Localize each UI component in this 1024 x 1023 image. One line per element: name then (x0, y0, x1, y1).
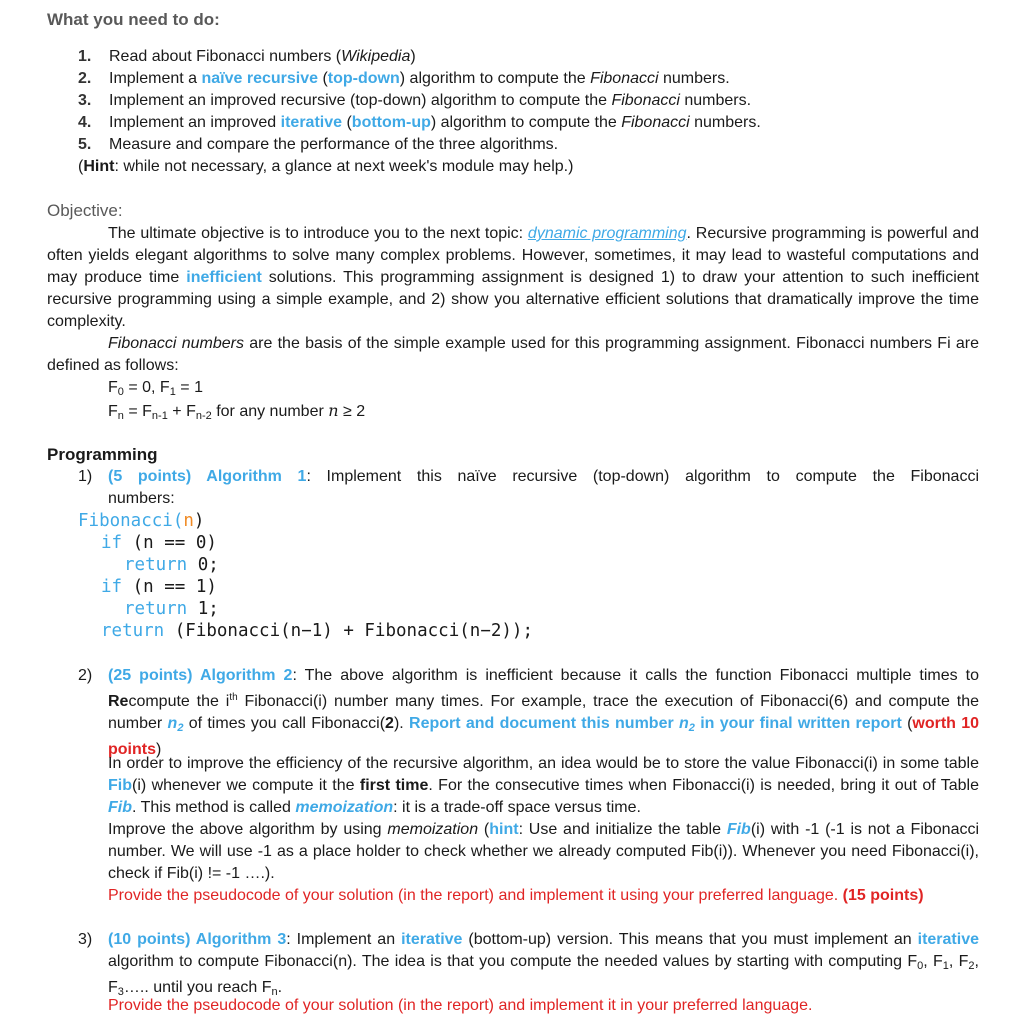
item-2-text: In order to improve the efficiency of the recursive algorithm, an idea would be to store the value Fibonacci(i) in some table (108, 755, 979, 772)
step-item (78, 90, 761, 112)
code-line (78, 576, 533, 598)
hint-paren: ( (78, 158, 84, 175)
iterative-highlight: iterative (917, 931, 979, 948)
item-1-number: 1) (78, 468, 93, 485)
item-3-requirement: Provide the pseudocode of your solution (in the report) and implement it in your preferred language. (108, 997, 813, 1014)
code-arg: n (183, 511, 194, 531)
step-text: ) algorithm to compute the (430, 114, 622, 131)
formula-text: F (108, 403, 118, 420)
formula-text: = 1 (175, 379, 203, 396)
formula-text: = 0, F (123, 379, 170, 396)
item-2-paragraph-1 (108, 665, 979, 761)
iterative-highlight: iterative (280, 114, 343, 131)
objective-text: solutions. This programming assignment is designed 1) to draw your attention to such inefficient recursive programming using a simple example, and 2) show you alternative efficient solutions that dramatically improve the time complexity. (47, 269, 980, 330)
item-2-text: : it is a trade-off space versus time. (393, 799, 641, 816)
n2-subscript: 2 (688, 722, 695, 734)
objective-text: . Recursive programming is powerful and often yields elegant algorithms to solve many complex problems. However, sometimes, it may lead to wasteful computations and may produce time (47, 225, 980, 286)
report-highlight: Report and document this number (409, 715, 679, 732)
programming-heading: Programming (47, 445, 158, 464)
formula-recurrence (108, 400, 365, 427)
formula-subscript: n-2 (195, 410, 212, 422)
code-line (78, 532, 533, 554)
code-line (78, 510, 533, 532)
item-2-text: of times you call Fibonacci( (183, 715, 386, 732)
objective-text: The ultimate objective is to introduce you to the next topic: (108, 225, 528, 242)
n2-variable: n (679, 715, 689, 732)
code-keyword: if (101, 533, 123, 553)
step-number: 3. (78, 92, 92, 109)
step-number: 4. (78, 114, 92, 131)
item-3-text: (bottom-up) version. This means that you must implement an (462, 931, 918, 948)
formula-variable: n (328, 401, 339, 420)
item-3-text: , F (948, 953, 969, 970)
ordinal-superscript: th (229, 692, 238, 703)
bottom-up-highlight: bottom-up (351, 114, 431, 131)
item-3-text: . (277, 979, 283, 996)
subscript: 2 (968, 960, 975, 972)
first-time-bold: first time (359, 777, 429, 794)
item-1-line-1 (108, 466, 979, 488)
item-2-text: (i) with -1 (-1 is not a Fibonacci number. We will use -1 as a place holder to check whether we already computed Fib(i)). Whenever you need Fibonacci(i), check if Fib(i) != -1 ….). (108, 821, 980, 882)
step-text: numbers. (679, 92, 752, 109)
code-text: ) (193, 511, 205, 531)
item-3-number: 3) (78, 931, 93, 948)
inefficient-highlight: inefficient (186, 269, 262, 286)
code-keyword: return (124, 599, 188, 619)
steps-list (78, 46, 761, 156)
step-text: Implement a (109, 70, 202, 87)
step-text: ) (410, 48, 416, 65)
memoization-italic: memoization (387, 821, 479, 838)
n2-variable: n (167, 715, 178, 732)
item-2-paragraph-2 (108, 753, 979, 819)
step-text: Read about Fibonacci numbers ( (109, 48, 342, 65)
item-3-text: : Implement an (286, 931, 402, 948)
item-2-points: (25 points) Algorithm 2 (108, 667, 293, 684)
formula-text: + F (167, 403, 196, 420)
fib-table-highlight: Fib (726, 821, 751, 838)
item-2-text: . For the consecutive times when Fibonacci(i) is needed, bring it out of Table (428, 777, 979, 794)
formula-text: = F (123, 403, 152, 420)
code-line (78, 620, 533, 642)
item-2-text: ) (156, 741, 162, 758)
item-3-points: (10 points) Algorithm 3 (108, 931, 287, 948)
item-2-paragraph-3 (108, 819, 979, 885)
step-text: numbers. (658, 70, 730, 87)
formula-text: for any number (211, 403, 329, 420)
subscript: 1 (942, 960, 949, 972)
item-2-text: (i) whenever we compute it the (132, 777, 360, 794)
item-2-text: : Use and initialize the table (518, 821, 727, 838)
step-text: Measure and compare the performance of the three algorithms. (109, 136, 559, 153)
hint-highlight: hint (489, 821, 519, 838)
step-text: numbers. (689, 114, 761, 131)
hint-label: Hint (83, 158, 115, 175)
subscript: 3 (117, 986, 124, 998)
code-text: 0; (187, 555, 219, 575)
worth-points-red: worth 10 points (108, 715, 980, 758)
what-to-do-heading: What you need to do: (47, 10, 220, 29)
step-item (78, 68, 761, 90)
fibonacci-italic: Fibonacci (621, 114, 690, 131)
code-keyword: return (124, 555, 188, 575)
code-text: (n == 1) (122, 577, 217, 597)
requirement-red: Provide the pseudocode of your solution (in the report) and implement it using your preferred language. (108, 887, 843, 904)
hint-line (78, 156, 573, 178)
item-3-text: , F (923, 953, 943, 970)
step-number: 2. (78, 70, 92, 87)
fibonacci-italic: Fibonacci (611, 92, 680, 109)
step-text: ( (342, 114, 352, 131)
item-2-text: ( (478, 821, 490, 838)
subscript: 0 (917, 960, 924, 972)
item-3-paragraph (108, 929, 979, 1003)
hint-text: : while not necessary, a glance at next week's module may help.) (114, 158, 574, 175)
item-1-line-2: numbers: (108, 490, 175, 507)
code-keyword: return (101, 621, 165, 641)
item-2-text: . This method is called (132, 799, 296, 816)
points-red: (15 points) (842, 887, 924, 904)
fibonacci-italic: Fibonacci (590, 70, 659, 87)
item-3-text: ….. until you reach F (123, 979, 272, 996)
formula-subscript: n-1 (151, 410, 168, 422)
naive-recursive-highlight: naïve recursive (201, 70, 319, 87)
item-3-text: , F (108, 953, 979, 996)
objective-text: are the basis of the simple example used for this programming assignment. Fibonacci numbers Fi are defined as follows: (47, 335, 980, 374)
formula-text: ≥ 2 (338, 403, 366, 420)
objective-paragraph-1 (47, 223, 979, 333)
objective-heading: Objective: (47, 201, 123, 220)
step-text: ( (318, 70, 328, 87)
top-down-highlight: top-down (327, 70, 400, 87)
step-text: Implement an improved (109, 114, 281, 131)
step-number: 5. (78, 136, 92, 153)
item-2-text: Fibonacci(i) number many times. For example, trace the execution of Fibonacci(6) and compute the number (108, 693, 979, 732)
formula-subscript: n (117, 410, 124, 422)
formula-subscript: 1 (169, 386, 176, 398)
objective-paragraph-2 (47, 333, 979, 377)
item-3-text: algorithm to compute Fibonacci(n). The idea is that you compute the needed values by starting with computing F (108, 953, 918, 970)
item-1-text: : Implement this naïve recursive (top-down) algorithm to compute the Fibonacci (306, 468, 980, 485)
report-highlight: in your final written report (694, 715, 902, 732)
item-2-text: : The above algorithm is inefficient because it calls the function Fibonacci multiple times to (292, 667, 979, 684)
code-line (78, 554, 533, 576)
step-item (78, 134, 761, 156)
iterative-highlight: iterative (401, 931, 463, 948)
fibonacci-numbers-italic: Fibonacci numbers (108, 335, 244, 352)
item-2-text: ( (901, 715, 913, 732)
step-item (78, 46, 761, 68)
code-text: (n == 0) (122, 533, 217, 553)
step-item (78, 112, 761, 134)
code-keyword: if (101, 577, 123, 597)
formula-text: F (108, 379, 118, 396)
dynamic-programming-link[interactable]: dynamic programming (527, 225, 687, 242)
fib-table-highlight: Fib (108, 777, 132, 794)
two-bold: 2 (385, 715, 394, 732)
item-2-requirement (108, 885, 979, 907)
step-number: 1. (78, 48, 92, 65)
item-2-text: compute the i (128, 693, 230, 710)
item-2-number: 2) (78, 667, 93, 684)
item-1-points: (5 points) Algorithm 1 (108, 468, 307, 485)
memoization-highlight: memoization (295, 799, 394, 816)
wikipedia-text: Wikipedia (341, 48, 411, 65)
n2-subscript: 2 (177, 722, 184, 734)
item-2-text: ). (393, 715, 410, 732)
code-block (78, 510, 533, 642)
fib-table-highlight: Fib (108, 799, 132, 816)
step-text: ) algorithm to compute the (399, 70, 591, 87)
code-text: 1; (187, 599, 219, 619)
subscript: n (271, 986, 278, 998)
code-line (78, 598, 533, 620)
item-2-text: Improve the above algorithm by using (108, 821, 388, 838)
code-text: (Fibonacci(n−1) + Fibonacci(n−2)); (164, 621, 533, 641)
code-function-name: Fibonacci( (78, 511, 184, 531)
recompute-bold: Re (108, 693, 129, 710)
step-text: Implement an improved recursive (top-down) algorithm to compute the (109, 92, 612, 109)
formula-subscript: 0 (117, 386, 124, 398)
